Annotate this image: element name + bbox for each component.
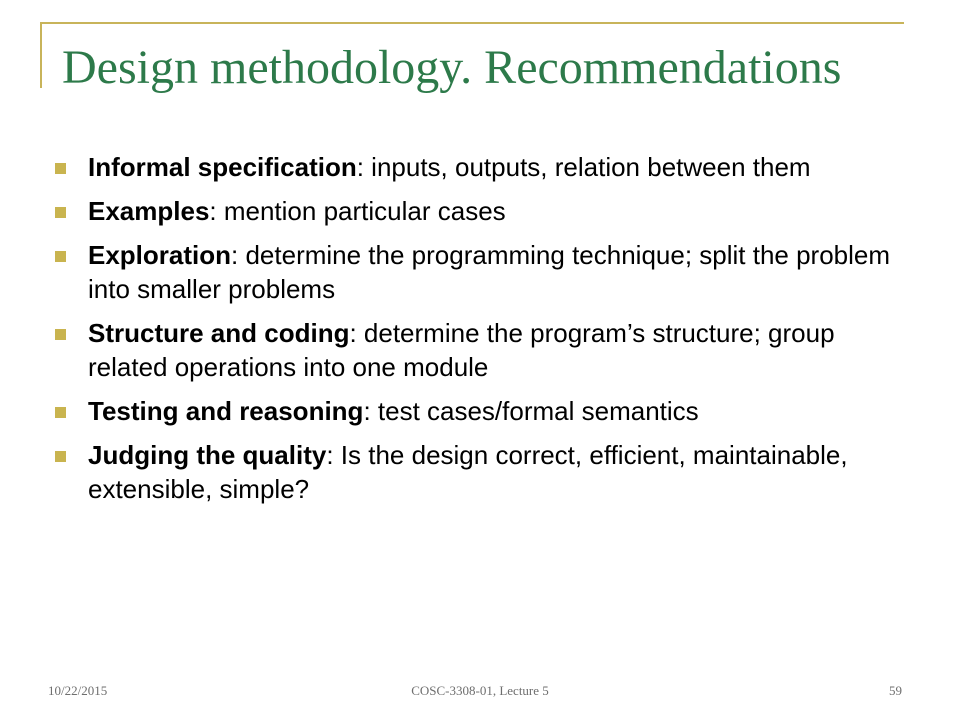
slide-title: Design methodology. Recommendations	[62, 41, 842, 94]
bullet-text: : determine the programming technique; split the problem into smaller problems	[88, 240, 891, 304]
bullet-item	[50, 150, 910, 184]
square-bullet-icon	[55, 207, 66, 218]
bullet-text: : Is the design correct, efficient, maintainable, extensible, simple?	[88, 440, 848, 504]
square-bullet-icon	[55, 251, 66, 262]
bullet-text: : inputs, outputs, relation between them	[356, 152, 811, 182]
bullet-item	[50, 238, 910, 306]
bullet-item	[50, 394, 910, 428]
bullet-term: Judging the quality	[88, 440, 327, 470]
footer-page-number: 59	[889, 683, 902, 698]
bullet-list	[50, 150, 910, 516]
frame-top-rule	[40, 22, 904, 24]
bullet-item	[50, 316, 910, 384]
square-bullet-icon	[55, 407, 66, 418]
bullet-text: : test cases/formal semantics	[363, 396, 699, 426]
square-bullet-icon	[55, 451, 66, 462]
bullet-term: Informal specification	[88, 152, 357, 182]
bullet-term: Exploration	[88, 240, 232, 270]
bullet-text: : determine the program’s structure; group related operations into one module	[88, 318, 835, 382]
bullet-item	[50, 194, 910, 228]
bullet-term: Testing and reasoning	[88, 396, 364, 426]
bullet-term: Examples	[88, 196, 210, 226]
frame-left-rule	[40, 22, 42, 88]
bullet-term: Structure and coding	[88, 318, 350, 348]
footer-date: 10/22/2015	[48, 683, 108, 698]
square-bullet-icon	[55, 329, 66, 340]
footer-course: COSC-3308-01, Lecture 5	[411, 683, 549, 698]
square-bullet-icon	[55, 163, 66, 174]
bullet-item	[50, 438, 910, 506]
bullet-text: : mention particular cases	[209, 196, 506, 226]
